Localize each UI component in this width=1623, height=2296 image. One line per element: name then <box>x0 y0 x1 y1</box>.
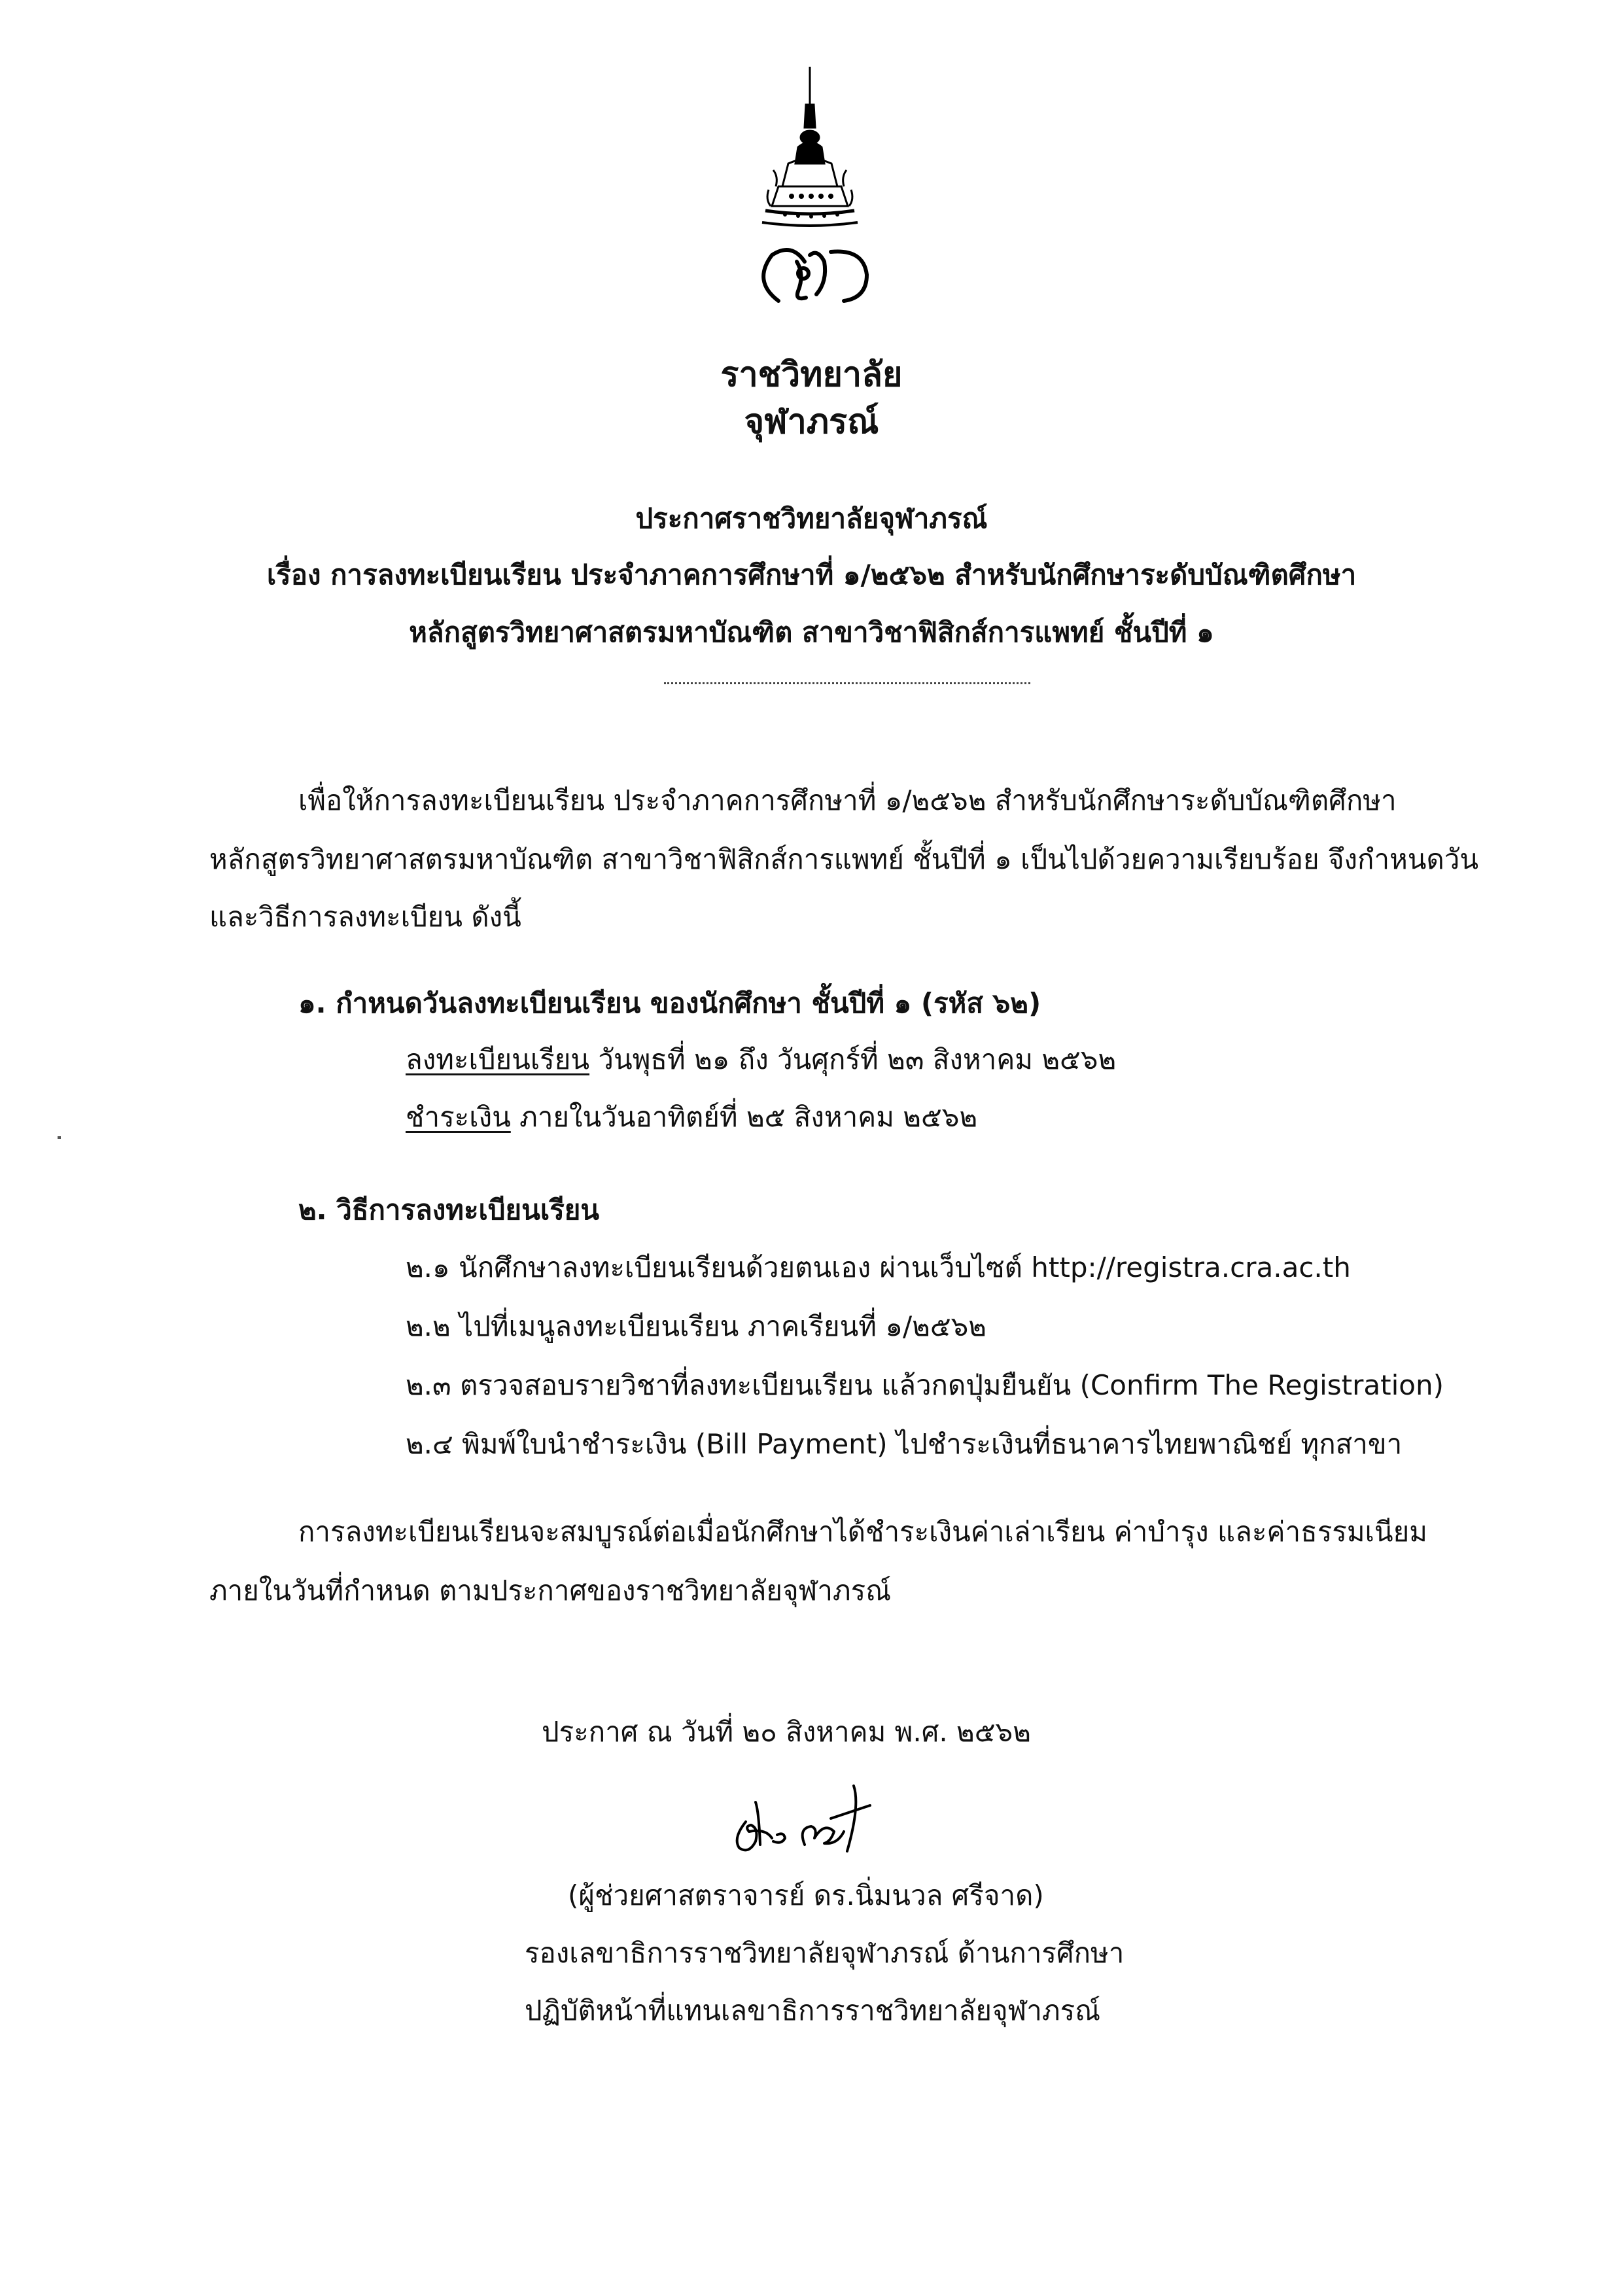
signatory-name: (ผู้ช่วยศาสตราจารย์ ดร.นิ่มนวล ศรีจาด) <box>568 1879 1044 1911</box>
section1-title: ๑. กำหนดวันลงทะเบียนเรียน ของนักศึกษา ชั้นปีที่ ๑ (รหัส ๖๒) <box>298 987 1041 1019</box>
step-list-item: ๒.๓ ตรวจสอบรายวิชาที่ลงทะเบียนเรียน แล้วกดปุ่มยืนยัน (Confirm The Registration) <box>406 1369 1444 1401</box>
closing-line1: การลงทะเบียนเรียนจะสมบูรณ์ต่อเมื่อนักศึกษาได้ชำระเงินค่าเล่าเรียน ค่าบำรุง และค่าธรรมเนียม <box>298 1516 1427 1548</box>
handwritten-signature <box>720 1766 916 1864</box>
registration-date-label: ลงทะเบียนเรียน <box>406 1043 590 1075</box>
section2-title: ๒. วิธีการลงทะเบียนเรียน <box>298 1194 600 1226</box>
payment-date-row <box>406 1102 977 1133</box>
step-list-item: ๒.๔ พิมพ์ใบนำชำระเงิน (Bill Payment) ไปชำระเงินที่ธนาคารไทยพาณิชย์ ทุกสาขา <box>406 1428 1403 1460</box>
intro-line2: หลักสูตรวิทยาศาสตรมหาบัณฑิต สาขาวิชาฟิสิกส์การแพทย์ ชั้นปีที่ ๑ เป็นไปด้วยความเรียบร้อย จึงกำหนดวัน <box>209 843 1479 875</box>
announcement-title: ประกาศราชวิทยาลัยจุฬาภรณ์ <box>635 502 988 534</box>
scan-speck <box>58 1136 61 1139</box>
signatory-position: รองเลขาธิการราชวิทยาลัยจุฬาภรณ์ ด้านการศึกษา <box>525 1937 1125 1969</box>
institution-name-line2: จุฬาภรณ์ <box>744 402 879 442</box>
step-list-item: ๒.๒ ไปที่เมนูลงทะเบียนเรียน ภาคเรียนที่ ๑/๒๕๖๒ <box>406 1310 986 1342</box>
announcement-date: ประกาศ ณ วันที่ ๒๐ สิงหาคม พ.ศ. ๒๕๖๒ <box>542 1716 1031 1748</box>
payment-date-value: ภายในวันอาทิตย์ที่ ๒๕ สิงหาคม ๒๕๖๒ <box>510 1101 978 1133</box>
announcement-subject: เรื่อง การลงทะเบียนเรียน ประจำภาคการศึกษาที่ ๑/๒๕๖๒ สำหรับนักศึกษาระดับบัณฑิตศึกษา <box>266 559 1357 591</box>
heading-divider <box>664 682 1030 684</box>
step-list-item: ๒.๑ นักศึกษาลงทะเบียนเรียนด้วยตนเอง ผ่านเว็บไซต์ http://registra.cra.ac.th <box>406 1251 1351 1283</box>
announcement-subject-program: หลักสูตรวิทยาศาสตรมหาบัณฑิต สาขาวิชาฟิสิกส์การแพทย์ ชั้นปีที่ ๑ <box>409 616 1214 648</box>
chulabhorn-emblem-logo <box>733 65 890 327</box>
intro-line1: เพื่อให้การลงทะเบียนเรียน ประจำภาคการศึกษาที่ ๑/๒๕๖๒ สำหรับนักศึกษาระดับบัณฑิตศึกษา <box>298 784 1397 816</box>
registration-date-value: วันพุธที่ ๒๑ ถึง วันศุกร์ที่ ๒๓ สิงหาคม ๒๕๖๒ <box>589 1043 1117 1075</box>
signatory-acting-position: ปฏิบัติหน้าที่แทนเลขาธิการราชวิทยาลัยจุฬาภรณ์ <box>525 1994 1101 2026</box>
registration-date-row <box>406 1044 1116 1075</box>
intro-line3: และวิธีการลงทะเบียน ดังนี้ <box>209 901 521 933</box>
institution-name-line1: ราชวิทยาลัย <box>720 355 903 394</box>
payment-date-label: ชำระเงิน <box>406 1101 511 1133</box>
closing-line2: ภายในวันที่กำหนด ตามประกาศของราชวิทยาลัยจุฬาภรณ์ <box>209 1574 892 1607</box>
